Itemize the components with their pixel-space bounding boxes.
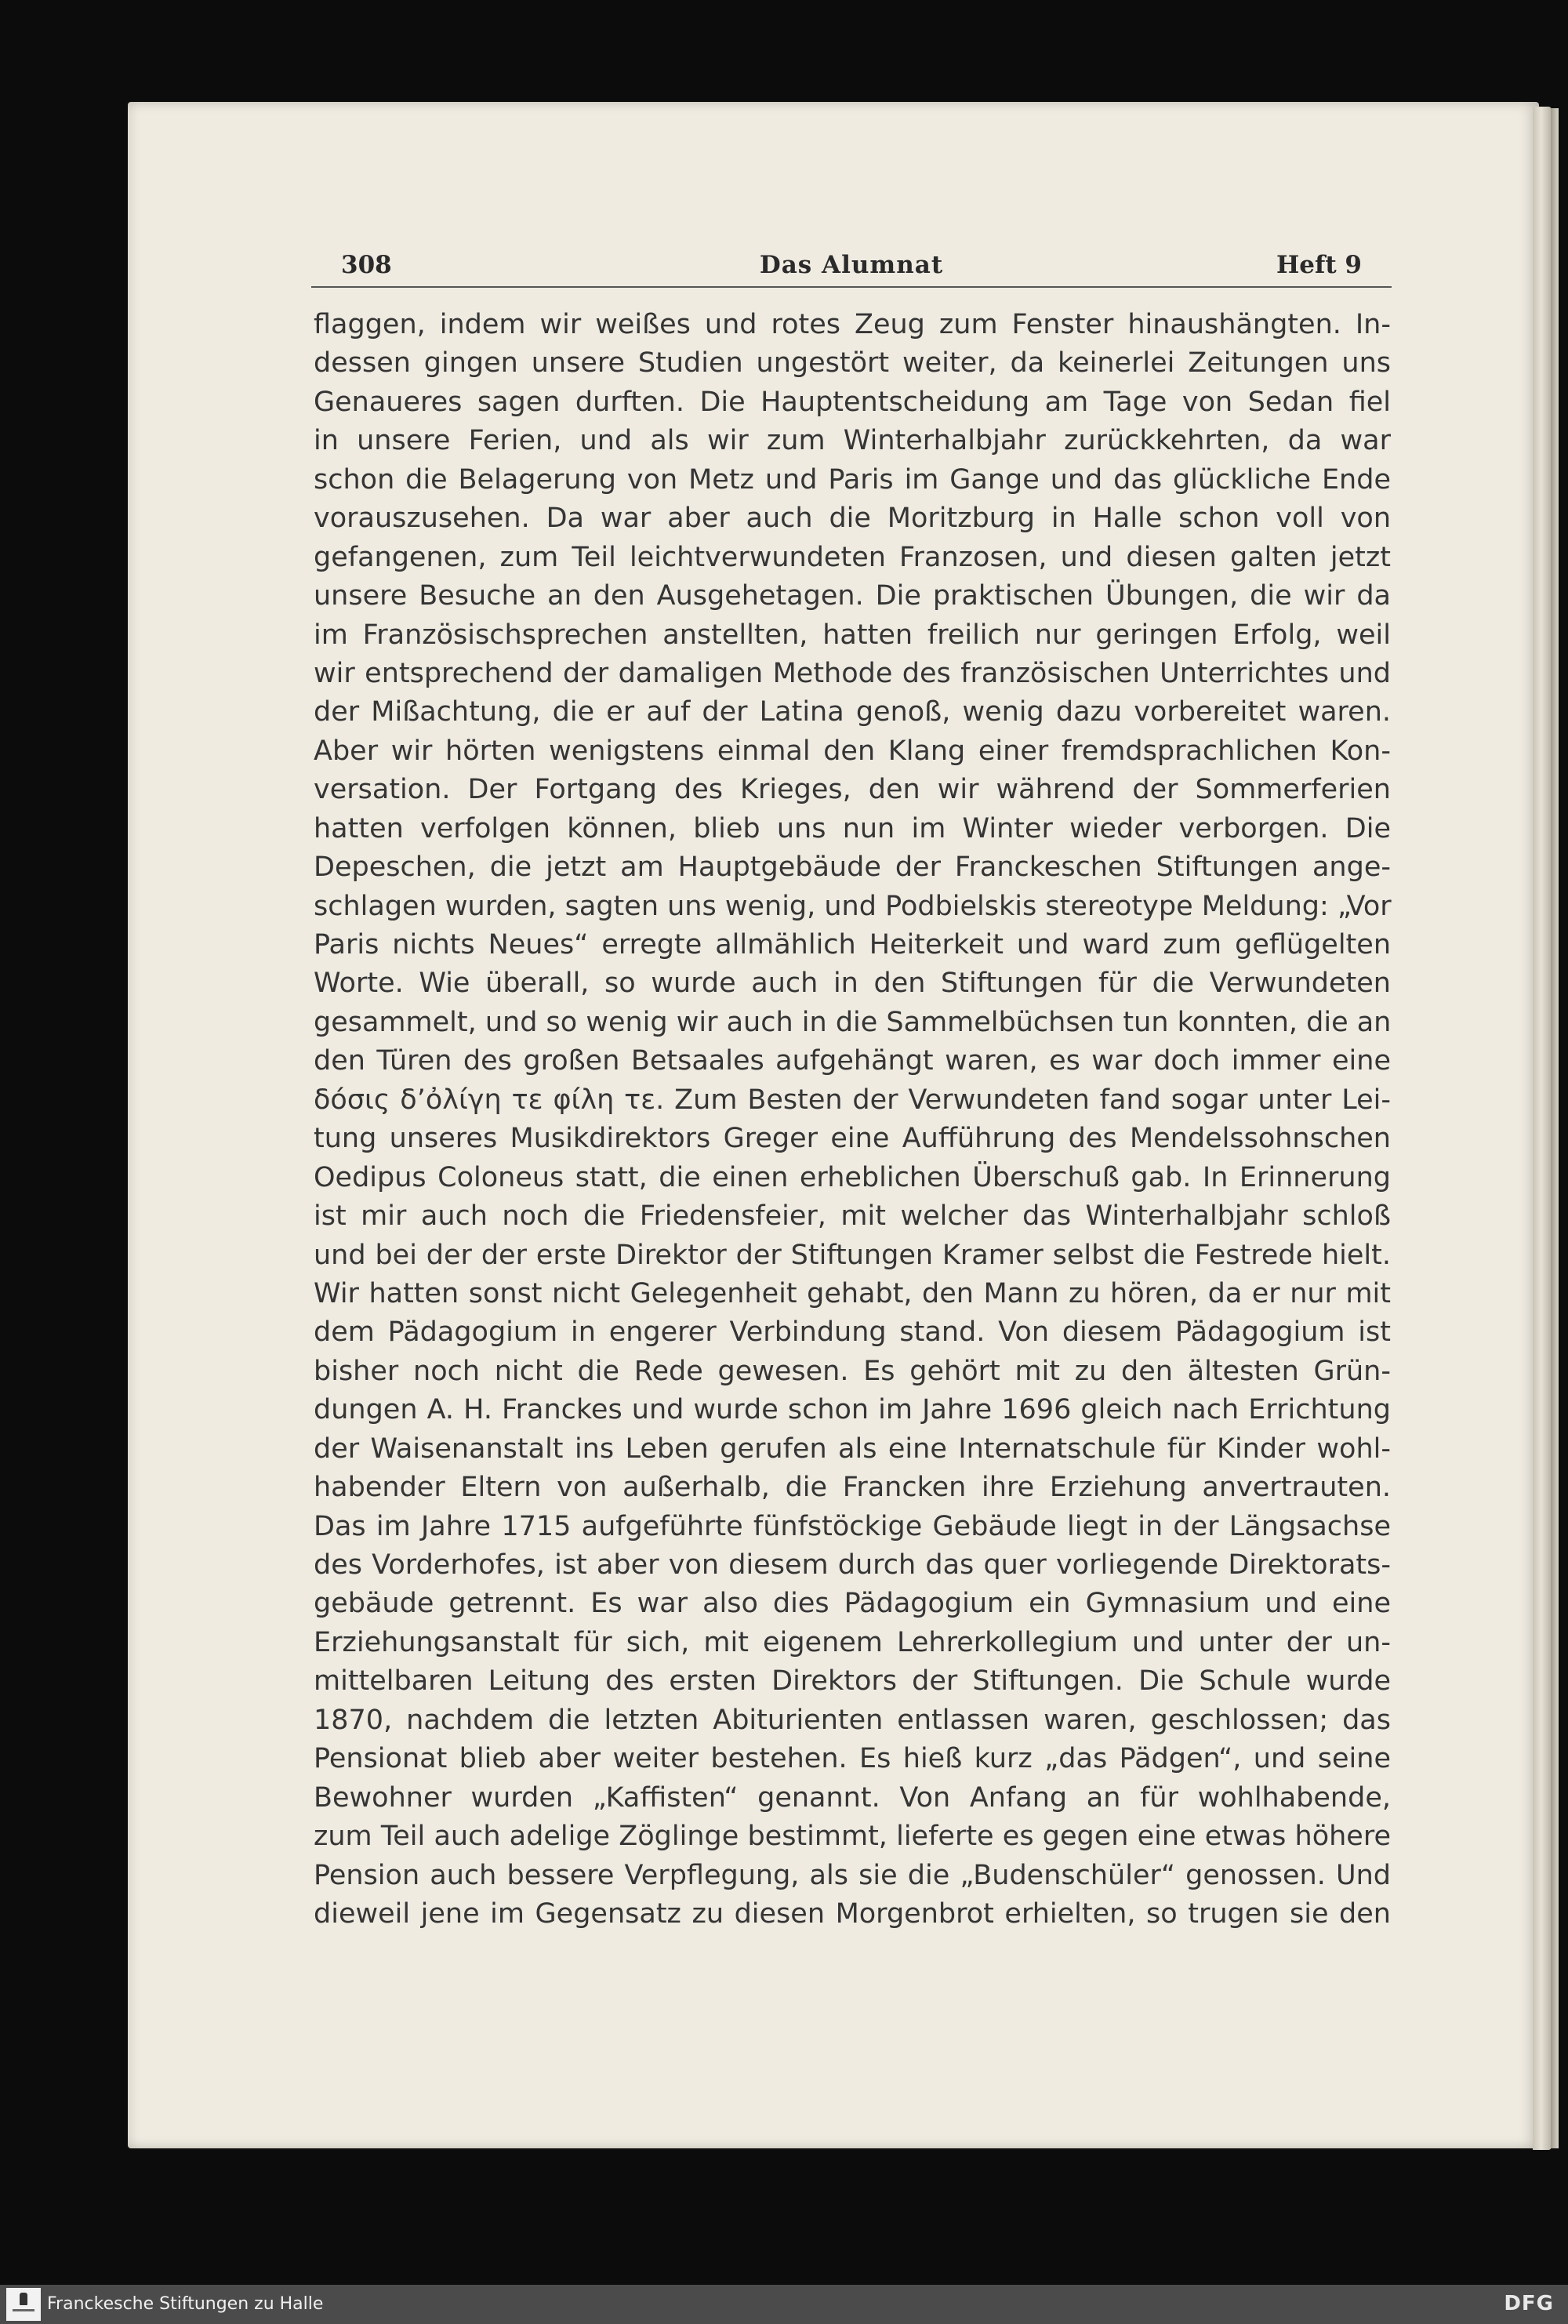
text-line: gebäude getrennt. Es war also dies Pädagogium ein Gymnasium und eine: [314, 1588, 1391, 1620]
text-line: bisher noch nicht die Rede gewesen. Es gehört mit zu den ältesten Grün-: [314, 1355, 1391, 1387]
text-line: Genaueres sagen durften. Die Hauptentscheidung am Tage von Sedan fiel: [314, 386, 1391, 418]
logo-underline: [13, 2309, 34, 2311]
text-line: tung unseres Musikdirektors Greger eine Aufführung des Mendelssohnschen: [314, 1123, 1391, 1155]
viewer-footer: [0, 2285, 1568, 2324]
page-edge: [1533, 107, 1552, 2150]
running-title: Das Alumnat: [759, 251, 944, 279]
text-line: im Französischsprechen anstellten, hatten freilich nur geringen Erfolg, weil: [314, 619, 1391, 651]
text-line: Oedipus Coloneus statt, die einen erheblichen Überschuß gab. In Erinnerung: [314, 1161, 1391, 1193]
text-line: der Waisenanstalt ins Leben gerufen als eine Internatschule für Kinder wohl-: [314, 1433, 1391, 1465]
book-edge: [1551, 108, 1559, 2148]
text-line-greek-quote: δόσις δ’ὀλίγη τε φίλη τε. Zum Besten der Verwundeten fand sogar unter Lei-: [314, 1084, 1391, 1116]
text-line: ist mir auch noch die Friedensfeier, mit welcher das Winterhalbjahr schloß: [314, 1200, 1391, 1233]
text-line: dem Pädagogium in engerer Verbindung stand. Von diesem Pädagogium ist: [314, 1316, 1391, 1349]
text-line: Paris nichts Neues“ erregte allmählich Heiterkeit und ward zum geflügelten: [314, 929, 1391, 960]
text-line: Pensionat blieb aber weiter bestehen. Es hieß kurz „das Pädgen“, und seine: [314, 1743, 1391, 1775]
body-text: [314, 306, 1391, 1934]
text-line: dieweil jene im Gegensatz zu diesen Morgenbrot erhielten, so trugen sie den: [314, 1897, 1391, 1930]
institution-link[interactable]: Franckesche Stiftungen zu Halle: [47, 2294, 324, 2314]
text-line: der Mißachtung, die er auf der Latina genoß, wenig dazu vorbereitet waren.: [314, 696, 1391, 728]
text-line: unsere Besuche an den Ausgehetagen. Die praktischen Übungen, die wir da: [314, 580, 1391, 612]
text-line: Wir hatten sonst nicht Gelegenheit gehabt, den Mann zu hören, da er nur mit: [314, 1277, 1391, 1309]
text-line: schlagen wurden, sagten uns wenig, und Podbielskis stereotype Meldung: „Vor: [314, 890, 1392, 922]
text-line: Pension auch bessere Verpflegung, als sie die „Budenschüler“ genossen. Und: [314, 1859, 1391, 1891]
text-line: zum Teil auch adelige Zöglinge bestimmt, lieferte es gegen eine etwas höhere: [314, 1821, 1391, 1853]
text-line: Bewohner wurden „Kaffisten“ genannt. Von Anfang an für wohlhabende,: [314, 1781, 1391, 1814]
dfg-badge[interactable]: DFG: [1504, 2292, 1554, 2315]
header-rule: [311, 286, 1392, 288]
text-line: Worte. Wie überall, so wurde auch in den Stiftungen für die Verwundeten: [314, 968, 1391, 1000]
text-line: Erziehungsanstalt für sich, mit eigenem Lehrerkollegium und unter der un-: [314, 1626, 1391, 1658]
running-header: [311, 245, 1392, 285]
text-line: hatten verfolgen können, blieb uns nun im Winter wieder verborgen. Die: [314, 812, 1391, 844]
text-line: schon die Belagerung von Metz und Paris im Gange und das glückliche Ende: [314, 463, 1391, 496]
text-line: Das im Jahre 1715 aufgeführte fünfstöckige Gebäude liegt in der Längsachse: [314, 1510, 1391, 1542]
text-line: des Vorderhofes, ist aber von diesem durch das quer vorliegende Direktorats-: [314, 1549, 1391, 1581]
text-line: in unsere Ferien, und als wir zum Winterhalbjahr zurückkehrten, da war: [314, 425, 1391, 457]
text-line: Aber wir hörten wenigstens einmal den Klang einer fremdsprachlichen Kon-: [314, 735, 1391, 767]
text-line: habender Eltern von außerhalb, die Francken ihre Erziehung anvertrauten.: [314, 1472, 1391, 1504]
logo-mark: [20, 2293, 27, 2305]
institution-logo[interactable]: [6, 2288, 41, 2321]
page-number: 308: [341, 251, 392, 279]
text-line: den Türen des großen Betsaales aufgehängt waren, es war doch immer eine: [314, 1045, 1391, 1077]
text-line: vorauszusehen. Da war aber auch die Moritzburg in Halle schon voll von: [314, 503, 1391, 535]
text-line: und bei der der erste Direktor der Stiftungen Kramer selbst die Festrede hielt.: [314, 1239, 1391, 1271]
text-line: wir entsprechend der damaligen Methode des französischen Unterrichtes und: [314, 657, 1391, 689]
text-line: versation. Der Fortgang des Krieges, den wir während der Sommerferien: [314, 774, 1391, 806]
text-line: gefangenen, zum Teil leichtverwundeten Franzosen, und diesen galten jetzt: [314, 541, 1391, 573]
text-line: 1870, nachdem die letzten Abiturienten entlassen waren, geschlossen; das: [314, 1704, 1391, 1736]
text-line: Depeschen, die jetzt am Hauptgebäude der Franckeschen Stiftungen ange-: [314, 852, 1391, 884]
text-line: gesammelt, und so wenig wir auch in die Sammelbüchsen tun konnten, die an: [314, 1006, 1392, 1038]
text-line: dessen gingen unsere Studien ungestört weiter, da keinerlei Zeitungen uns: [314, 347, 1391, 379]
text-line: mittelbaren Leitung des ersten Direktors der Stiftungen. Die Schule wurde: [314, 1665, 1391, 1698]
text-line: flaggen, indem wir weißes und rotes Zeug zum Fenster hinaushängten. In-: [314, 309, 1391, 340]
text-line: dungen A. H. Franckes und wurde schon im Jahre 1696 gleich nach Errichtung: [314, 1394, 1391, 1426]
issue-label: Heft 9: [1276, 251, 1362, 279]
